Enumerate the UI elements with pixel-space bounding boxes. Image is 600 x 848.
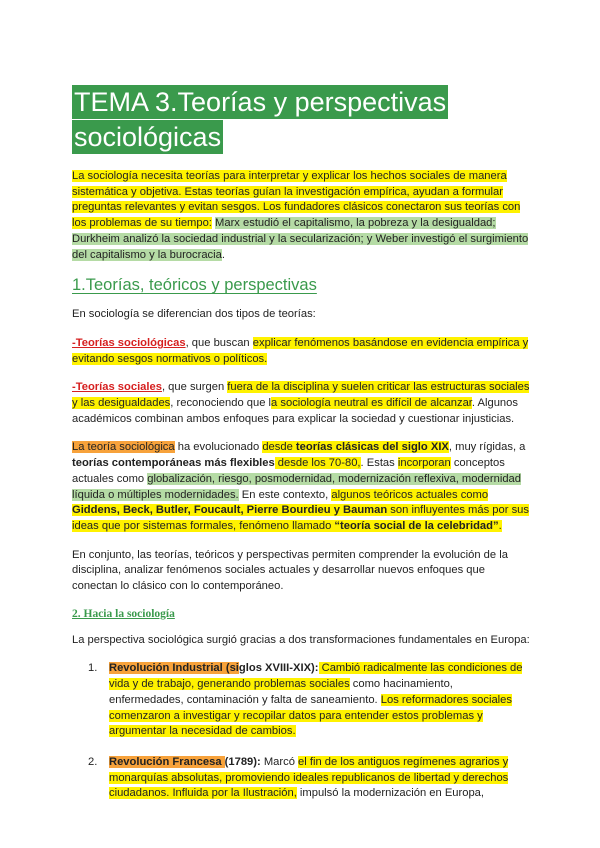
highlight-text: fuera de la disciplina y suelen criticar las estructuras sociales y las desigualdades: [72, 381, 530, 410]
section-1-paragraph-2: [72, 336, 530, 367]
title-line-2: sociológicas: [74, 122, 222, 152]
highlight-text: Cambió radicalmente las condiciones de vida y de trabajo, generando problemas sociales: [109, 662, 523, 691]
highlight-text: son influyentes más por sus ideas que por sistemas formales, fenómeno llamado: [72, 504, 529, 532]
highlight-text: .: [498, 519, 502, 532]
text-span: , que surgen: [161, 381, 228, 394]
section-1-paragraph-1: En sociología se diferencian dos tipos de teorías:: [72, 308, 316, 321]
text-span: , muy rígidas, a: [448, 441, 526, 454]
text-span: como hacinamiento, enfermedades, contaminación y falta de saneamiento.: [109, 678, 453, 706]
section-1-heading: 1.Teorías, teóricos y perspectivas: [72, 276, 317, 295]
highlight-text: desde los 70-80,: [274, 457, 361, 470]
text-span: impulsó la modernización en Europa,: [296, 787, 485, 800]
bold-text: Giddens, Beck, Butler, Foucault, Pierre Bourdieu y Bauman: [72, 504, 388, 517]
text-span: Marcó: [260, 755, 299, 768]
section-1-paragraph-3: [72, 380, 530, 427]
bold-text: Revolución Industrial (si: [109, 662, 239, 675]
section-2-heading: 2. Hacia la sociología: [72, 607, 175, 620]
text-span: ha evolucionado: [174, 441, 263, 454]
highlight-text: explicar fenómenos basándose en evidencia empírica y evitando sesgos normativos o políticos.: [72, 336, 529, 365]
intro-text-3: .: [221, 248, 225, 261]
text-span: . Algunos académicos combinan ambos enfoques para explicar la sociedad y cuestionar injusticias.: [72, 397, 518, 425]
highlight-text: globalización, riesgo, posmodernidad, modernización reflexiva, modernidad líquida o múltiples modernidades.: [72, 472, 521, 501]
page-title: [72, 85, 530, 155]
intro-text-1: La sociología necesita teorías para interpretar y explicar los hechos sociales de manera sistemática y objetiva. Estas teorías guían la investigación empírica, ayudan a formular preguntas relevantes y evitan sesgos. Los fundadores clásicos conectaron sus teorías con los problemas de su tiempo:: [72, 170, 521, 230]
list-number: 2.: [88, 755, 98, 768]
bold-text: Revolución Francesa: [109, 755, 225, 768]
bold-text: “teoría social de la celebridad”: [334, 519, 499, 532]
highlight-text: a sociología neutral es difícil de alcanzar: [271, 397, 472, 410]
section-1-paragraph-5: En conjunto, las teorías, teóricos y perspectivas permiten comprender la evolución de la disciplina, analizar fenómenos sociales actuales y desarrollar nuevos enfoques que conectan lo clásico con lo contemporáneo.: [72, 548, 508, 593]
intro-text-2: Marx estudió el capitalismo, la pobreza y la desigualdad; Durkheim analizó la sociedad industrial y la secularización; y Weber investigó el surgimiento del capitalismo y la burocracia: [72, 217, 529, 261]
label-teorias-sociales: -Teorías sociales: [72, 381, 162, 394]
highlight-text: La teoría sociológica: [72, 441, 175, 454]
bold-text: (1789):: [224, 755, 261, 768]
text-span: En este contexto,: [238, 488, 332, 501]
text-span: conceptos actuales como: [72, 457, 505, 485]
label-teorias-sociologicas: -Teorías sociológicas: [72, 336, 186, 349]
highlight-text: algunos teóricos actuales como: [331, 488, 489, 501]
section-2-paragraph-1: La perspectiva sociológica surgió gracias a dos transformaciones fundamentales en Europa:: [72, 633, 530, 646]
highlight-text: desde: [262, 441, 296, 454]
title-line-1: TEMA 3.Teorías y perspectivas: [74, 87, 447, 117]
bold-text: glos XVIII-XIX):: [238, 662, 319, 675]
list-number: 1.: [88, 662, 98, 675]
transformations-list: [72, 661, 530, 802]
intro-paragraph: [72, 169, 530, 263]
text-span: . Estas: [360, 457, 398, 470]
highlight-text: incorporan: [397, 457, 451, 470]
section-1-paragraph-4: [72, 440, 530, 534]
list-item: [72, 755, 530, 802]
highlight-text: el fin de los antiguos regímenes agrarios y monarquías absolutas, promoviendo ideales republicanos de libertad y derechos ciudadanos. Influida por la Ilustración,: [109, 755, 509, 800]
text-span: , que buscan: [185, 336, 253, 349]
highlight-text: Los reformadores sociales comenzaron a investigar y recopilar datos para entender estos problemas y argumentar la necesidad de cambios.: [109, 693, 512, 738]
text-span: , reconociendo que l: [170, 397, 272, 410]
bold-text: teorías contemporáneas más flexibles: [72, 457, 275, 470]
bold-text: teorías clásicas del siglo XIX: [295, 441, 449, 454]
list-item: [72, 661, 530, 740]
